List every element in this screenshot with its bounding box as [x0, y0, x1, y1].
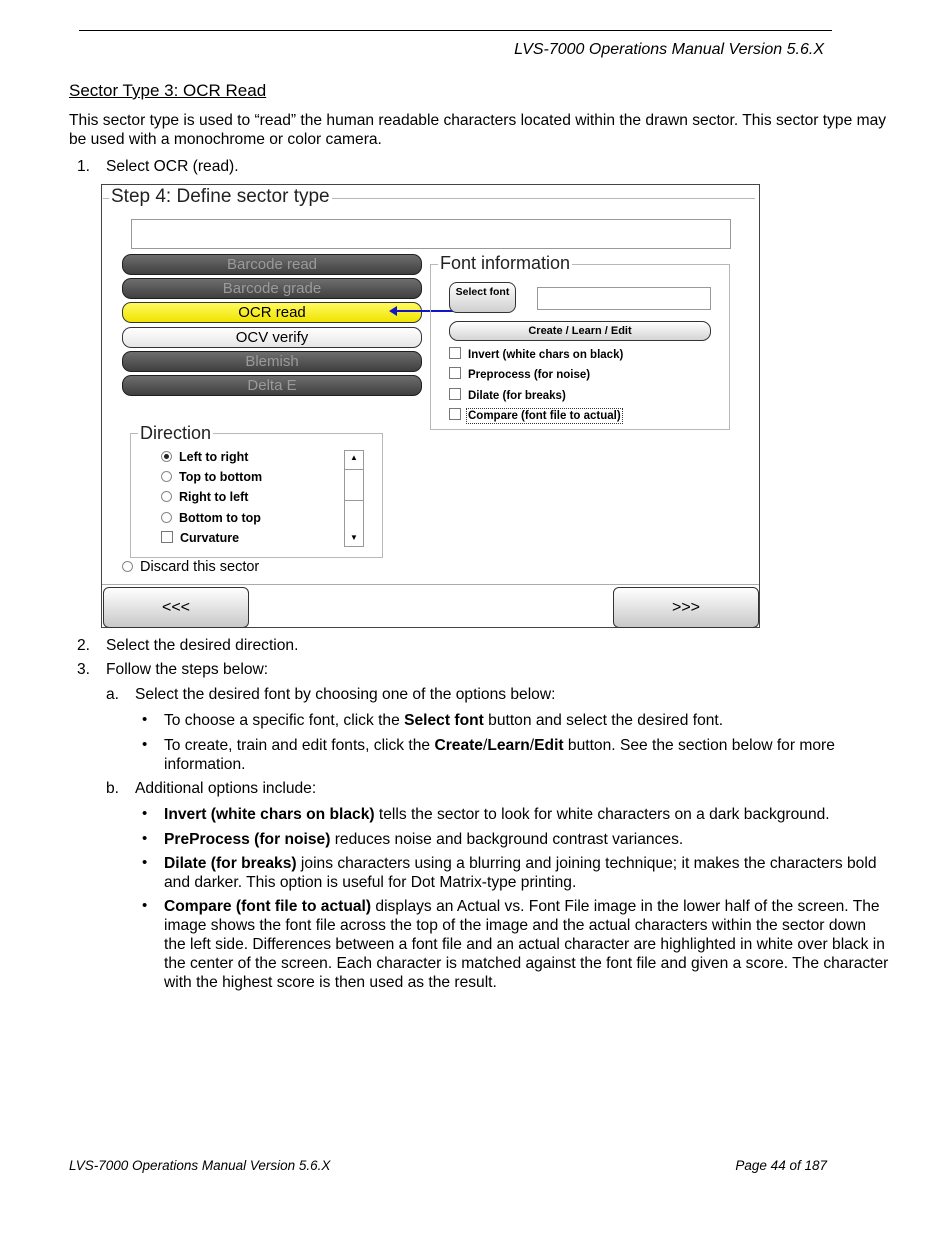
text-run: button. See the section below for more information. — [164, 737, 835, 773]
nav-separator — [102, 584, 759, 585]
select-font-button[interactable] — [449, 282, 516, 313]
compare-label: Compare (font file to actual) — [468, 410, 621, 422]
step-1-number: 1. — [77, 158, 91, 175]
direction-scrollbar[interactable] — [344, 450, 364, 547]
bold-run: Edit — [534, 737, 564, 754]
step-3-text: Follow the steps below: — [106, 661, 269, 678]
radio-icon[interactable] — [122, 561, 133, 572]
bullet-icon: • — [142, 897, 148, 914]
radio-icon[interactable] — [161, 491, 172, 502]
create-learn-edit-button[interactable]: Create / Learn / Edit — [449, 321, 711, 341]
text-run: To choose a specific font, click the — [164, 712, 405, 729]
substep-a-text: Select the desired font by choosing one of the options below: — [135, 686, 556, 703]
next-button[interactable]: >>> — [613, 587, 759, 628]
bullet-invert — [164, 805, 889, 824]
curvature-checkbox[interactable] — [161, 531, 173, 543]
discard-sector-option[interactable] — [122, 559, 259, 575]
bullet-dilate — [164, 854, 889, 892]
text-run: To create, train and edit fonts, click the — [164, 737, 435, 754]
scroll-thumb[interactable] — [345, 469, 363, 501]
header-rule — [79, 30, 832, 31]
preprocess-checkbox[interactable] — [449, 367, 461, 379]
substep-b-text: Additional options include: — [135, 780, 317, 797]
step-1-text: Select OCR (read). — [106, 158, 239, 175]
scroll-down-icon[interactable]: ▼ — [350, 533, 358, 542]
bold-run: Invert (white chars on black) — [164, 806, 375, 823]
bullet-icon: • — [142, 805, 148, 822]
step-3-number: 3. — [77, 661, 91, 678]
direction-right-to-left[interactable] — [161, 489, 248, 505]
blemish-button[interactable]: Blemish — [122, 351, 422, 372]
direction-label: Top to bottom — [179, 470, 263, 484]
text-run: reduces noise and background contrast variances. — [330, 831, 684, 848]
step-legend: Step 4: Define sector type — [111, 186, 330, 207]
step-2-text: Select the desired direction. — [106, 637, 299, 654]
bold-run: Compare (font file to actual) — [164, 898, 372, 915]
arrow-head-icon — [389, 306, 397, 316]
footer-title: LVS-7000 Operations Manual Version 5.6.X — [69, 1158, 331, 1173]
bullet-icon: • — [142, 736, 148, 753]
bullet-icon: • — [142, 711, 148, 728]
bold-run: Create — [434, 737, 483, 754]
barcode-read-button[interactable]: Barcode read — [122, 254, 422, 275]
text-run: / — [529, 737, 535, 754]
bullet-select-font — [164, 711, 889, 730]
select-font-label: Select font — [455, 286, 510, 298]
direction-left-to-right[interactable] — [161, 449, 248, 465]
intro-paragraph: This sector type is used to “read” the human readable characters located within the drawn sector. This sector type may be used with a monochrome or color camera. — [69, 112, 887, 148]
direction-top-to-bottom[interactable] — [161, 469, 262, 485]
text-run: joins characters using a blurring and joining technique; it makes the characters bold and darker. This option is useful for Dot Matrix-type printing. — [164, 855, 877, 891]
bullet-icon: • — [142, 830, 148, 847]
direction-legend: Direction — [140, 423, 212, 443]
sector-name-field[interactable] — [131, 219, 731, 249]
preprocess-checkbox-row[interactable] — [449, 367, 590, 383]
invert-checkbox-row[interactable] — [449, 347, 623, 363]
ocv-verify-button[interactable]: OCV verify — [122, 327, 422, 348]
compare-checkbox-row[interactable] — [449, 408, 621, 424]
bold-run: Select font — [404, 712, 484, 729]
sector-type-screenshot — [101, 184, 760, 628]
back-button[interactable]: <<< — [103, 587, 249, 628]
dilate-label: Dilate (for breaks) — [468, 390, 566, 402]
delta-e-button[interactable]: Delta E — [122, 375, 422, 396]
font-information-legend: Font information — [440, 253, 571, 273]
radio-icon[interactable] — [161, 512, 172, 523]
section-title: Sector Type 3: OCR Read — [69, 81, 267, 100]
page-number: Page 44 of 187 — [735, 1158, 827, 1173]
direction-label: Left to right — [179, 450, 249, 464]
direction-label: Right to left — [179, 490, 249, 504]
bullet-icon: • — [142, 854, 148, 871]
compare-checkbox[interactable] — [449, 408, 461, 420]
scroll-up-icon[interactable]: ▲ — [350, 453, 358, 462]
bullet-compare — [164, 897, 889, 992]
bullet-preprocess — [164, 830, 889, 849]
radio-icon[interactable] — [161, 471, 172, 482]
direction-label: Bottom to top — [179, 511, 261, 525]
font-name-field[interactable] — [537, 287, 711, 310]
header-title: LVS-7000 Operations Manual Version 5.6.X — [514, 41, 824, 58]
bold-run: PreProcess (for noise) — [164, 831, 331, 848]
preprocess-label: Preprocess (for noise) — [468, 369, 591, 381]
bold-run: Learn — [487, 737, 530, 754]
text-run: button and select the desired font. — [483, 712, 724, 729]
bold-run: Dilate (for breaks) — [164, 855, 297, 872]
invert-label: Invert (white chars on black) — [468, 349, 624, 361]
text-run: / — [482, 737, 488, 754]
barcode-grade-button[interactable]: Barcode grade — [122, 278, 422, 299]
substep-b-letter: b. — [106, 780, 120, 797]
curvature-label: Curvature — [180, 531, 240, 545]
step-2-number: 2. — [77, 637, 91, 654]
curvature-checkbox-row[interactable] — [161, 530, 239, 546]
radio-icon[interactable] — [161, 451, 172, 462]
dilate-checkbox-row[interactable] — [449, 388, 566, 404]
discard-label: Discard this sector — [140, 559, 260, 575]
dilate-checkbox[interactable] — [449, 388, 461, 400]
text-run: displays an Actual vs. Font File image in the lower half of the screen. The image shows the font file across the top of the image and the actual characters within the sector down the left side. Differences between a font file and an actual character are highlighted in white over black in the center of the screen. Each character is matched against the font file and given a score. The character with the highest score is then used as the result. — [164, 898, 889, 991]
substep-a-letter: a. — [106, 686, 120, 703]
direction-bottom-to-top[interactable] — [161, 510, 261, 526]
invert-checkbox[interactable] — [449, 347, 461, 359]
text-run: tells the sector to look for white characters on a dark background. — [374, 806, 830, 823]
bullet-create-learn-edit — [164, 736, 889, 774]
ocr-read-button[interactable]: OCR read — [122, 302, 422, 323]
